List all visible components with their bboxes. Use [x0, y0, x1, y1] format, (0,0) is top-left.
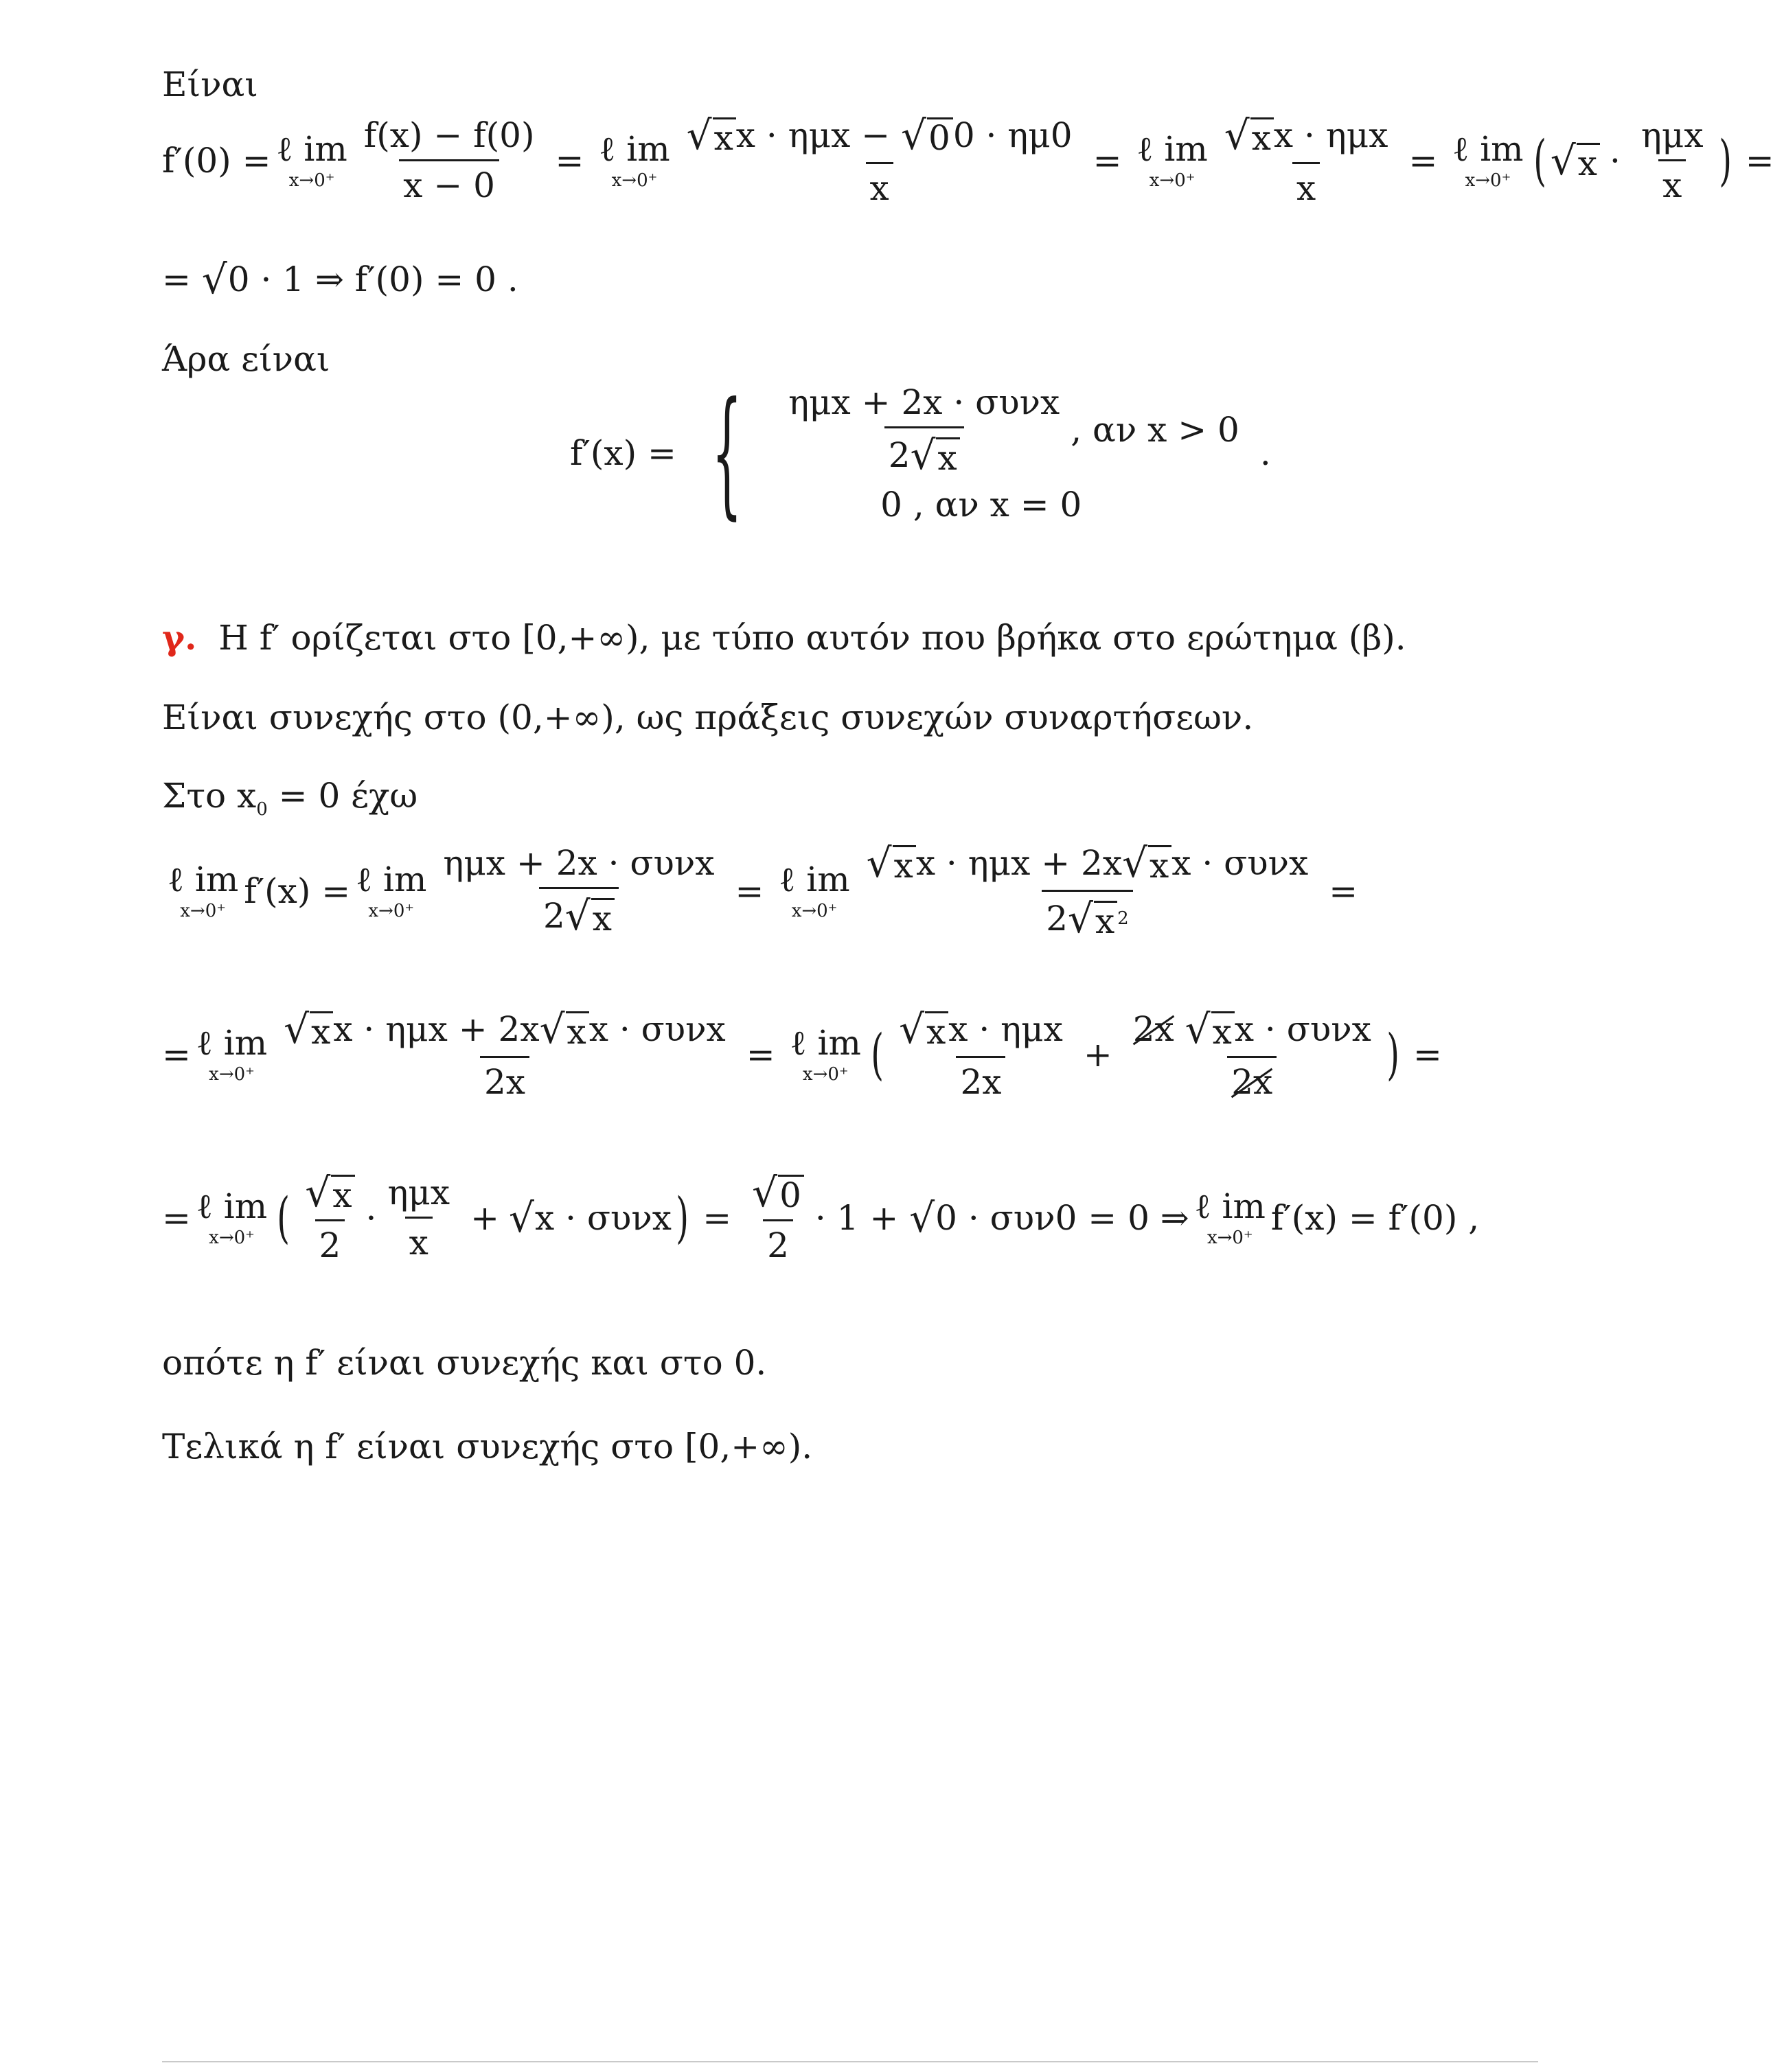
piecewise-definition: f′(x) = { ημx + 2x · συνx 2 √ x , αν x > 0 0 , αν x = 0 .: [570, 373, 1271, 533]
text-sto-x0: Στο $x_0 = 0$ έχω: [162, 776, 418, 820]
cancelled-term: 2x: [1231, 1062, 1273, 1102]
equation-result-zero: = √ 0 · 1 ⇒ f′(0) = 0 .: [162, 256, 518, 303]
fraction: √ x x · ημx x: [1224, 112, 1388, 208]
equation-limit-b: = ℓ im x→0⁺ √ x x · ημx + 2x √ x x · συνx 2x = ℓ im x→0⁺ ( √ x x · ημx 2x + 2x √ x x · συνx 2x ) =: [162, 1006, 1442, 1102]
eq-lhs: f′(0) =: [162, 140, 271, 181]
text-telika: Τελικά η f′ είναι συνεχής στο [0,+∞).: [162, 1427, 813, 1466]
left-brace: {: [711, 373, 742, 533]
interval: (0,+∞): [497, 698, 615, 737]
limit-operator: ℓ im x→0⁺: [276, 128, 347, 191]
text-ara-einai: Άρα είναι: [162, 339, 330, 379]
sqrt-symbol: √ x: [687, 115, 736, 155]
limit-operator: ℓ im x→0⁺: [599, 128, 670, 191]
equation-limit-c: = ℓ im x→0⁺ ( √ x 2 · $\frac{\text{ημx}}{x}$ + √ x · συνx ) = √ 0 2 · 1 + √ 0 · συν0 = 0 ⇒ ℓ im x→0⁺ f′(x) = f′(0) ,: [162, 1169, 1480, 1265]
fraction: √ x x · ημx − √ 0 0 · ημ0 x: [686, 112, 1073, 208]
text-einai: Είναι: [162, 65, 258, 104]
text-continuity: Είναι συνεχής στο (0,+∞), ως πράξεις συνεχών συναρτήσεων.: [162, 698, 1254, 737]
text-opote: οπότε η f′ είναι συνεχής και στο 0.: [162, 1343, 767, 1383]
footer-divider: [162, 2061, 1538, 2062]
equation-limit-a: ℓ im x→0⁺ f′(x) = ℓ im x→0⁺ ημx + 2x · συνx 2 √ x = ℓ im x→0⁺ √ x x · ημx + 2x √ x x · συνx 2 √ x 2 =: [168, 840, 1358, 942]
interval: [0,+∞): [685, 1427, 802, 1466]
cancelled-term: 2x: [1132, 1009, 1174, 1049]
fraction: $\frac{f(x) - f(0)}{x - 0}$: [363, 115, 535, 205]
fraction: $\frac{\text{ημx}}{x}$: [1640, 115, 1704, 205]
limit-operator: ℓ im x→0⁺: [1136, 128, 1208, 191]
question-label-gamma: γ.: [162, 617, 197, 658]
fraction: ημx + 2x · συνx 2 √ x: [788, 382, 1060, 479]
interval: [0,+∞): [522, 618, 639, 658]
equation-derivative-at-zero: f′(0) = ℓ im x→0⁺ $\frac{f(x) - f(0)}{x - 0}$ = ℓ im x→0⁺ √ x x · ημx − √ 0 0 · ημ0 x = ℓ im x→0⁺ √ x x · ημx x = ℓ im x→0⁺ ( √ x · $\frac{\text{ημx}}{x}$ ) =: [162, 112, 1774, 208]
text-gamma-line: γ. Η f′ ορίζεται στο [0,+∞), με τύπο αυτόν που βρήκα στο ερώτημα (β).: [162, 617, 1406, 658]
limit-operator: ℓ im x→0⁺: [1452, 128, 1524, 191]
sqrt-symbol: √ 0: [901, 115, 953, 155]
